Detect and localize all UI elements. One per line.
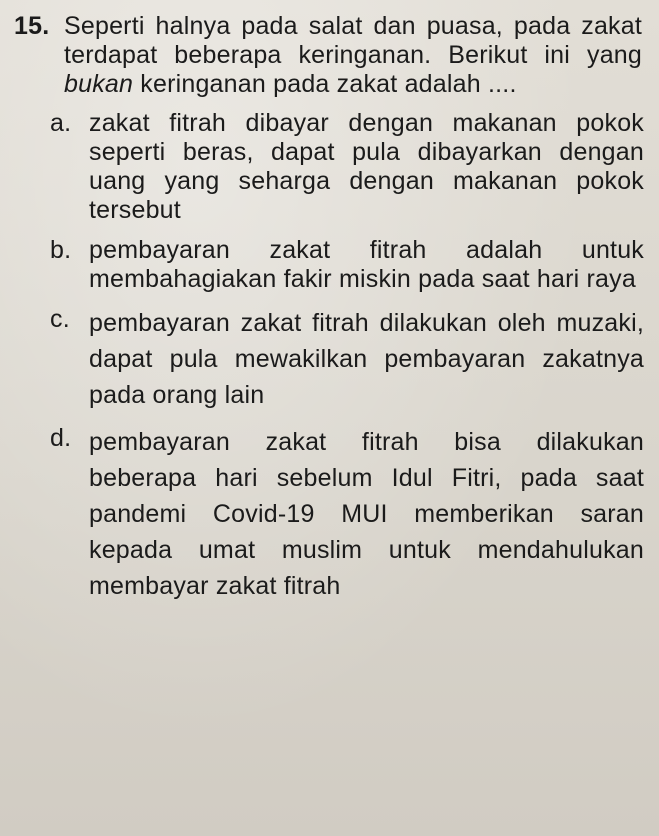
- option-a[interactable]: [50, 109, 650, 225]
- option-letter: d.: [50, 424, 72, 452]
- question-stem-part-1: Seperti halnya pada salat dan puasa, pada zakat terdapat beberapa keringanan. Berikut ini yang: [64, 12, 642, 69]
- option-text: pembayaran zakat fitrah bisa dilakukan beberapa hari sebelum Idul Fitri, pada saat pandemi Covid-19 MUI memberikan saran kepada umat muslim untuk mendahulukan membayar zakat fitrah: [89, 428, 644, 600]
- option-b[interactable]: [50, 236, 650, 294]
- option-c[interactable]: [50, 305, 650, 413]
- option-d[interactable]: [50, 424, 650, 604]
- option-text: pembayaran zakat fitrah adalah untuk membahagiakan fakir miskin pada saat hari raya: [89, 236, 644, 293]
- question-stem-part-2: keringanan pada zakat adalah ....: [133, 70, 517, 98]
- option-letter: c.: [50, 305, 70, 333]
- question-number: 15.: [14, 12, 50, 40]
- question-stem: [64, 12, 650, 99]
- option-letter: b.: [50, 236, 72, 264]
- option-text: pembayaran zakat fitrah dilakukan oleh muzaki, dapat pula mewakilkan pembayaran zakatnya pada orang lain: [89, 309, 644, 409]
- option-text: zakat fitrah dibayar dengan makanan pokok seperti beras, dapat pula dibayarkan dengan uang yang seharga dengan makanan pokok tersebut: [89, 109, 644, 224]
- question-15: [14, 12, 650, 615]
- answer-options: [50, 109, 650, 604]
- option-letter: a.: [50, 109, 72, 137]
- question-header: [14, 12, 650, 99]
- question-stem-emphasis: bukan: [64, 70, 134, 98]
